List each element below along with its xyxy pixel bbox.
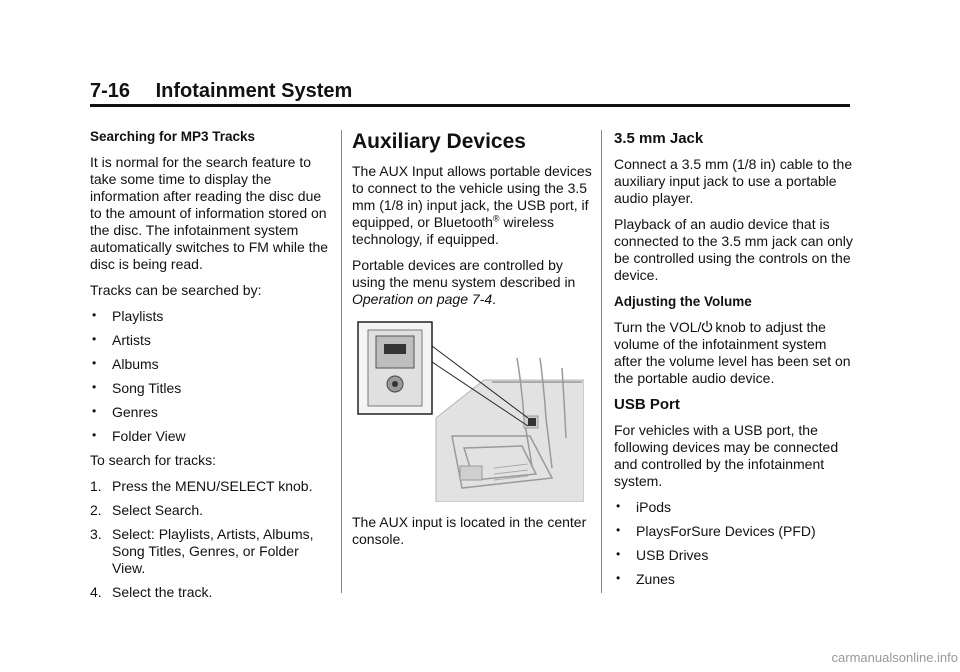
page-header [90, 80, 352, 103]
step-number: 1. [90, 478, 102, 494]
step-text: Select: Playlists, Artists, Albums, Song Titles, Genres, or Folder View. [112, 526, 314, 576]
step-number: 3. [90, 526, 102, 542]
heading-usb-port: USB Port [614, 396, 680, 413]
paragraph: Turn the VOL/ knob to adjust the volume of the infotainment system after the volume level has been set on the portable audio device. [614, 319, 851, 386]
list-item: • Playlists [90, 308, 332, 325]
paragraph: Playback of an audio device that is connected to the 3.5 mm jack can only be controlled using the controls on the device. [614, 216, 853, 283]
steps-list [90, 478, 332, 601]
paragraph: Connect a 3.5 mm (1/8 in) cable to the auxiliary input jack to use a portable audio player. [614, 156, 853, 206]
column-3 [614, 128, 854, 595]
paragraph: To search for tracks: [90, 452, 217, 468]
usb-device-list [614, 499, 854, 588]
paragraph: For vehicles with a USB port, the following devices may be connected and controlled by the infotainment system. [614, 422, 839, 489]
step-item [90, 584, 332, 601]
column-divider [341, 130, 342, 593]
step-item [90, 502, 332, 519]
subheading-search-mp3: Searching for MP3 Tracks [90, 129, 256, 144]
list-item: • USB Drives [614, 547, 854, 564]
aux-input-illustration [352, 318, 584, 502]
step-text: Select the track. [112, 584, 213, 600]
heading-jack: 3.5 mm Jack [614, 130, 704, 147]
paragraph: The AUX Input allows portable devices to connect to the vehicle using the 3.5 mm (1/8 in) input jack, the USB port, if equipped, or Bluetooth® wireless technology, if equipped. [352, 163, 592, 247]
list-item: • iPods [614, 499, 854, 516]
subheading-adjust-volume: Adjusting the Volume [614, 294, 752, 309]
power-icon [701, 320, 713, 333]
search-criteria-list [90, 308, 332, 445]
page-number: 7-16 [90, 80, 131, 102]
section-title: Infotainment System [155, 80, 353, 102]
step-item [90, 526, 332, 577]
list-item: • Zunes [614, 571, 854, 588]
center-console-illustration [352, 318, 584, 502]
list-item: • PlaysForSure Devices (PFD) [614, 523, 854, 540]
list-item: • Genres [90, 404, 332, 421]
cross-reference-link[interactable]: Operation on page 7-4 [352, 291, 493, 307]
heading-auxiliary-devices: Auxiliary Devices [352, 130, 526, 153]
step-text: Select Search. [112, 502, 204, 518]
column-1 [90, 128, 332, 608]
list-item: • Albums [90, 356, 332, 373]
column-2 [352, 128, 592, 557]
figure-caption: The AUX input is located in the center console. [352, 514, 587, 547]
header-rule [90, 104, 850, 107]
list-item: • Song Titles [90, 380, 332, 397]
list-item: • Artists [90, 332, 332, 349]
step-item [90, 478, 332, 495]
paragraph: It is normal for the search feature to take some time to display the information after reading the disc due to the amount of information stored on the disc. The infotainment system automatically switches to FM while the disc is being read. [90, 154, 329, 272]
paragraph: Portable devices are controlled by using the menu system described in Operation on page 7-4. [352, 257, 576, 307]
step-text: Press the MENU/SELECT knob. [112, 478, 313, 494]
paragraph: Tracks can be searched by: [90, 282, 262, 298]
column-divider [601, 130, 602, 593]
step-number: 4. [90, 584, 102, 600]
registered-mark: ® [492, 213, 500, 224]
list-item: • Folder View [90, 428, 332, 445]
watermark: carmanualsonline.info [831, 650, 958, 665]
step-number: 2. [90, 502, 102, 518]
